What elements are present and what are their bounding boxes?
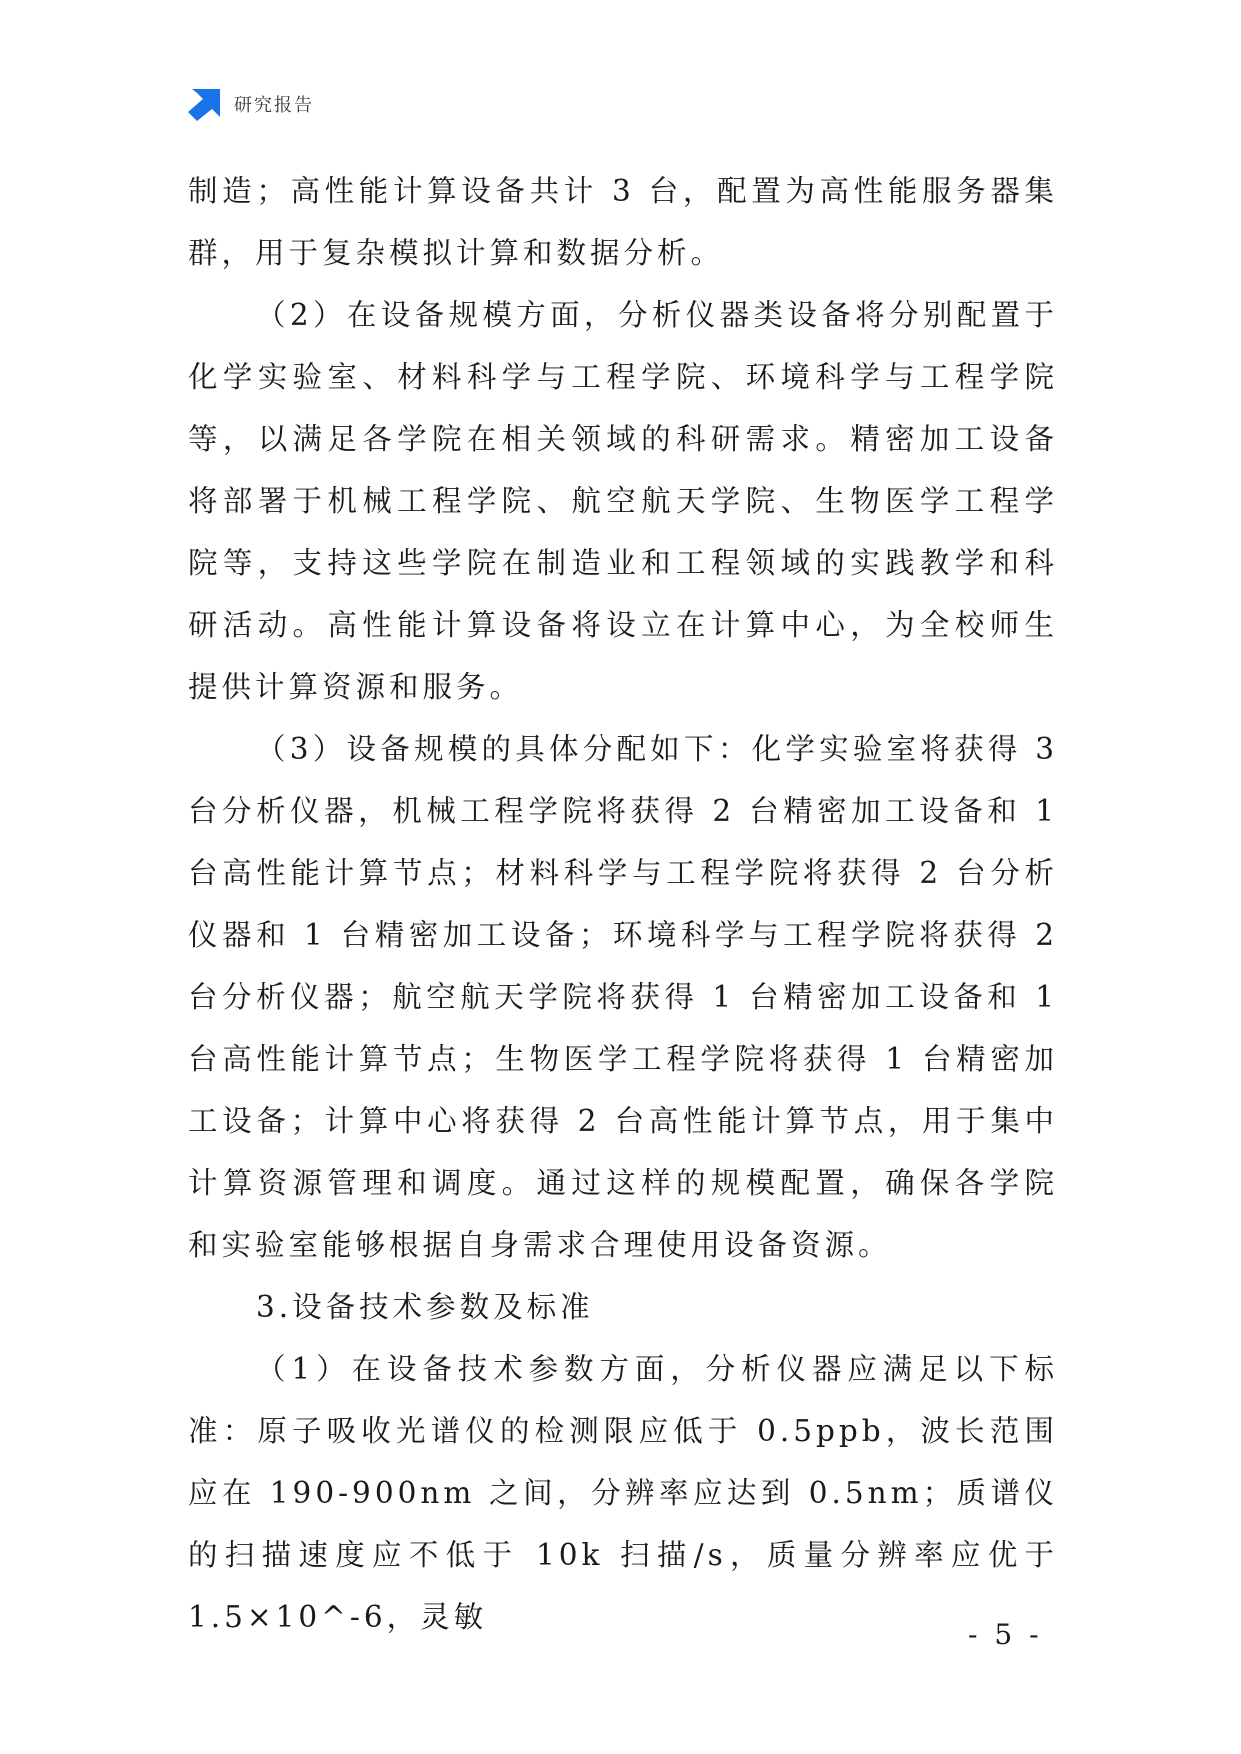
page-header xyxy=(188,86,314,122)
paragraph-technical-parameters: （1）在设备技术参数方面，分析仪器应满足以下标准：原子吸收光谱仪的检测限应低于 0.5ppb，波长范围应在 190-900nm 之间，分辨率应达到 0.5nm；质谱仪的扫描速度应不低于 10k 扫描/s，质量分辨率应优于 1.5×10^-6，灵敏 xyxy=(188,1352,1058,1634)
page-number: - 5 - xyxy=(968,1618,1043,1651)
arrow-up-right-icon xyxy=(188,87,222,121)
paragraph-equipment-allocation: （3）设备规模的具体分配如下：化学实验室将获得 3 台分析仪器，机械工程学院将获得 2 台精密加工设备和 1 台高性能计算节点；材料科学与工程学院将获得 2 台分析仪器和 1 台精密加工设备；环境科学与工程学院将获得 2 台分析仪器；航空航天学院将获得 1 台精密加工设备和 1 台高性能计算节点；生物医学工程学院将获得 1 台精密加工设备；计算中心将获得 2 台高性能计算节点，用于集中计算资源管理和调度。通过这样的规模配置，确保各学院和实验室能够根据自身需求合理使用设备资源。 xyxy=(188,732,1058,1262)
document-body xyxy=(188,160,1058,1648)
paragraph-equipment-scale: （2）在设备规模方面，分析仪器类设备将分别配置于化学实验室、材料科学与工程学院、环境科学与工程学院等，以满足各学院在相关领域的科研需求。精密加工设备将部署于机械工程学院、航空航天学院、生物医学工程学院等，支持这些学院在制造业和工程领域的实践教学和科研活动。高性能计算设备将设立在计算中心，为全校师生提供计算资源和服务。 xyxy=(188,298,1058,704)
paragraph-continued: 制造；高性能计算设备共计 3 台，配置为高性能服务器集群，用于复杂模拟计算和数据分析。 xyxy=(188,174,1058,270)
section-heading: 3.设备技术参数及标准 xyxy=(256,1290,594,1324)
header-title: 研究报告 xyxy=(234,95,314,116)
